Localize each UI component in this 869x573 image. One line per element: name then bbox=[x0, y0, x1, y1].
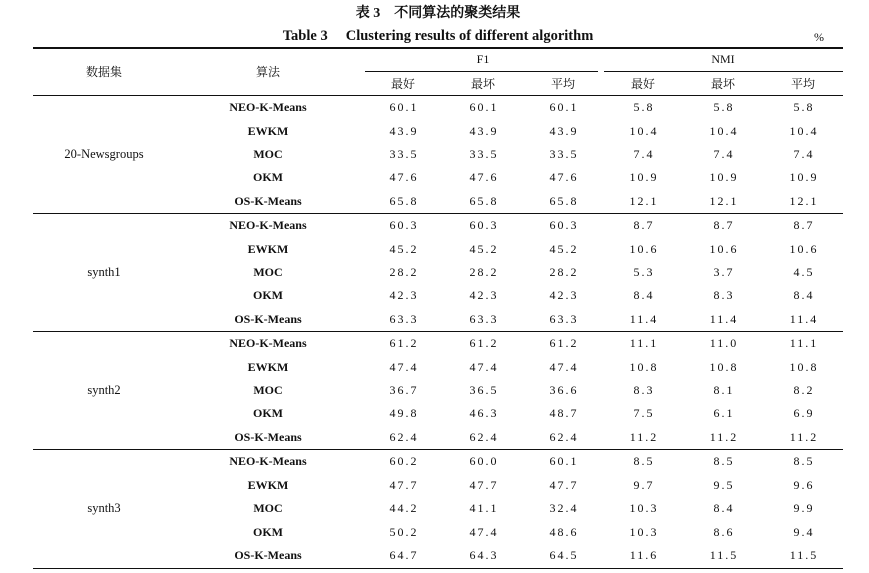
f1-worst-cell: 47.7 bbox=[469, 477, 499, 492]
table-row bbox=[180, 521, 843, 545]
nmi-worst-cell: 8.7 bbox=[713, 218, 735, 233]
nmi-average-cell: 10.9 bbox=[789, 170, 819, 185]
f1-best-cell: 60.1 bbox=[389, 100, 419, 115]
f1-best-cell: 61.2 bbox=[389, 336, 419, 351]
f1-best-cell: 47.7 bbox=[389, 477, 419, 492]
f1-worst-cell: 63.3 bbox=[469, 311, 499, 326]
caption-zh-label: 表 3 bbox=[355, 6, 381, 21]
nmi-worst-cell: 7.4 bbox=[713, 147, 735, 162]
nmi-average-cell: 8.4 bbox=[793, 288, 815, 303]
nmi-worst-cell: 3.7 bbox=[713, 265, 735, 280]
unit-label: % bbox=[814, 30, 824, 44]
nmi-worst-cell: 10.8 bbox=[709, 359, 739, 374]
nmi-best-cell: 5.8 bbox=[633, 100, 655, 115]
nmi-average-cell: 11.4 bbox=[789, 311, 819, 326]
f1-worst-cell: 65.8 bbox=[469, 193, 499, 208]
f1-worst-cell: 43.9 bbox=[469, 123, 499, 138]
nmi-best-cell: 10.6 bbox=[629, 241, 659, 256]
nmi-average-cell: 9.9 bbox=[793, 501, 815, 516]
nmi-average-cell: 11.1 bbox=[789, 336, 819, 351]
f1-average-cell: 28.2 bbox=[549, 265, 579, 280]
table-row bbox=[180, 214, 843, 237]
nmi-average-cell: 8.2 bbox=[793, 383, 815, 398]
f1-worst-cell: 47.4 bbox=[469, 359, 499, 374]
f1-average-cell: 33.5 bbox=[549, 147, 579, 162]
nmi-average-cell: 4.5 bbox=[793, 265, 815, 280]
f1-worst-cell: 64.3 bbox=[469, 548, 499, 563]
f1-average-cell: 60.1 bbox=[549, 454, 579, 469]
nmi-worst-cell: 8.6 bbox=[713, 524, 735, 539]
f1-average-cell: 47.7 bbox=[549, 477, 579, 492]
algorithm-column-header: 算法 bbox=[255, 65, 280, 79]
algorithm-cell: OKM bbox=[253, 524, 283, 539]
table-row bbox=[180, 143, 843, 166]
f1-average-cell: 36.6 bbox=[549, 383, 579, 398]
f1-worst-cell: 47.4 bbox=[469, 524, 499, 539]
f1-best-cell: 49.8 bbox=[389, 406, 419, 421]
table-row bbox=[180, 497, 843, 521]
algorithm-cell: NEO-K-Means bbox=[229, 336, 307, 351]
table-row bbox=[180, 355, 843, 378]
f1-worst-cell: 45.2 bbox=[469, 241, 499, 256]
table-row bbox=[180, 332, 843, 355]
nmi-best-cell: 9.7 bbox=[633, 477, 655, 492]
dataset-name-cell: synth1 bbox=[87, 265, 121, 279]
nmi-worst-cell: 10.6 bbox=[709, 241, 739, 256]
f1-best-cell: 63.3 bbox=[389, 311, 419, 326]
nmi-worst-cell: 10.4 bbox=[709, 123, 739, 138]
table-row bbox=[180, 544, 843, 568]
nmi-average-header: 平均 bbox=[790, 77, 815, 91]
table-row bbox=[180, 308, 843, 331]
f1-best-cell: 60.2 bbox=[389, 454, 419, 469]
algorithm-cell: NEO-K-Means bbox=[229, 100, 307, 115]
algorithm-cell: OKM bbox=[253, 170, 283, 185]
nmi-best-cell: 8.7 bbox=[633, 218, 655, 233]
f1-worst-cell: 60.1 bbox=[469, 100, 499, 115]
algorithm-cell: EWKM bbox=[247, 123, 289, 138]
table-row bbox=[180, 237, 843, 260]
nmi-worst-cell: 9.5 bbox=[713, 477, 735, 492]
f1-average-cell: 60.3 bbox=[549, 218, 579, 233]
dataset-name-cell: synth2 bbox=[87, 383, 121, 397]
nmi-best-cell: 7.4 bbox=[633, 147, 655, 162]
algorithm-cell: OKM bbox=[253, 406, 283, 421]
table-row bbox=[180, 474, 843, 498]
f1-best-cell: 47.4 bbox=[389, 359, 419, 374]
f1-average-cell: 65.8 bbox=[549, 193, 579, 208]
table-row bbox=[180, 261, 843, 284]
algorithm-cell: EWKM bbox=[247, 359, 289, 374]
f1-best-cell: 36.7 bbox=[389, 383, 419, 398]
f1-average-cell: 63.3 bbox=[549, 311, 579, 326]
f1-average-cell: 60.1 bbox=[549, 100, 579, 115]
algorithm-cell: NEO-K-Means bbox=[229, 218, 307, 233]
nmi-group-header: NMI bbox=[711, 52, 735, 66]
nmi-best-cell: 10.3 bbox=[629, 524, 659, 539]
f1-worst-cell: 61.2 bbox=[469, 336, 499, 351]
algorithm-cell: MOC bbox=[253, 265, 283, 280]
f1-best-cell: 65.8 bbox=[389, 193, 419, 208]
f1-best-cell: 47.6 bbox=[389, 170, 419, 185]
nmi-best-cell: 8.3 bbox=[633, 383, 655, 398]
f1-best-header: 最好 bbox=[390, 77, 415, 91]
nmi-best-cell: 8.4 bbox=[633, 288, 655, 303]
nmi-average-cell: 12.1 bbox=[789, 193, 819, 208]
nmi-worst-cell: 8.1 bbox=[713, 383, 735, 398]
nmi-average-cell: 5.8 bbox=[793, 100, 815, 115]
algorithm-cell: MOC bbox=[253, 147, 283, 162]
nmi-worst-cell: 8.3 bbox=[713, 288, 735, 303]
algorithm-cell: OS-K-Means bbox=[234, 429, 302, 444]
f1-average-cell: 32.4 bbox=[549, 501, 579, 516]
nmi-average-cell: 11.5 bbox=[789, 548, 819, 563]
f1-average-header: 平均 bbox=[550, 77, 575, 91]
nmi-best-header: 最好 bbox=[630, 77, 655, 91]
nmi-best-cell: 7.5 bbox=[633, 406, 655, 421]
nmi-worst-header: 最坏 bbox=[710, 77, 735, 91]
dataset-column-header: 数据集 bbox=[85, 65, 122, 79]
nmi-worst-cell: 6.1 bbox=[713, 406, 735, 421]
f1-average-cell: 48.6 bbox=[549, 524, 579, 539]
algorithm-cell: OKM bbox=[253, 288, 283, 303]
f1-average-cell: 47.4 bbox=[549, 359, 579, 374]
nmi-worst-cell: 8.4 bbox=[713, 501, 735, 516]
algorithm-cell: EWKM bbox=[247, 241, 289, 256]
table-row bbox=[180, 379, 843, 402]
nmi-best-cell: 5.3 bbox=[633, 265, 655, 280]
f1-best-cell: 45.2 bbox=[389, 241, 419, 256]
group-rows bbox=[180, 214, 843, 331]
f1-best-cell: 44.2 bbox=[389, 501, 419, 516]
nmi-worst-cell: 10.9 bbox=[709, 170, 739, 185]
nmi-worst-cell: 8.5 bbox=[713, 454, 735, 469]
nmi-worst-cell: 11.4 bbox=[709, 311, 739, 326]
f1-average-cell: 43.9 bbox=[549, 123, 579, 138]
f1-average-cell: 61.2 bbox=[549, 336, 579, 351]
f1-worst-cell: 41.1 bbox=[469, 501, 499, 516]
dataset-name-cell: 20-Newsgroups bbox=[64, 147, 144, 161]
dataset-group bbox=[33, 450, 843, 569]
caption-en-label: Table 3 bbox=[282, 28, 328, 44]
table-row bbox=[180, 284, 843, 307]
nmi-best-cell: 12.1 bbox=[629, 193, 659, 208]
group-rows bbox=[180, 96, 843, 213]
f1-average-cell: 47.6 bbox=[549, 170, 579, 185]
table-body bbox=[33, 96, 843, 569]
algorithm-cell: NEO-K-Means bbox=[229, 454, 307, 469]
f1-best-cell: 62.4 bbox=[389, 429, 419, 444]
dataset-name-cell: synth3 bbox=[87, 501, 121, 516]
nmi-average-cell: 11.2 bbox=[789, 429, 819, 444]
f1-worst-cell: 60.0 bbox=[469, 454, 499, 469]
algorithm-cell: MOC bbox=[253, 383, 283, 398]
nmi-best-cell: 8.5 bbox=[633, 454, 655, 469]
nmi-worst-cell: 11.5 bbox=[709, 548, 739, 563]
nmi-worst-cell: 12.1 bbox=[709, 193, 739, 208]
f1-best-cell: 50.2 bbox=[389, 524, 419, 539]
f1-average-cell: 64.5 bbox=[549, 548, 579, 563]
nmi-average-cell: 10.4 bbox=[789, 123, 819, 138]
nmi-best-cell: 10.3 bbox=[629, 501, 659, 516]
nmi-average-cell: 6.9 bbox=[793, 406, 815, 421]
dataset-group bbox=[33, 332, 843, 450]
nmi-average-cell: 8.7 bbox=[793, 218, 815, 233]
f1-average-cell: 62.4 bbox=[549, 429, 579, 444]
nmi-best-cell: 10.8 bbox=[629, 359, 659, 374]
table-row bbox=[180, 450, 843, 474]
caption-en-title: Clustering results of different algorithm bbox=[345, 28, 594, 44]
f1-worst-cell: 33.5 bbox=[469, 147, 499, 162]
table-row bbox=[180, 119, 843, 142]
dataset-group bbox=[33, 96, 843, 214]
nmi-worst-cell: 11.2 bbox=[709, 429, 739, 444]
f1-best-cell: 43.9 bbox=[389, 123, 419, 138]
f1-worst-cell: 36.5 bbox=[469, 383, 499, 398]
nmi-average-cell: 9.4 bbox=[793, 524, 815, 539]
f1-worst-cell: 60.3 bbox=[469, 218, 499, 233]
nmi-best-cell: 11.2 bbox=[629, 429, 659, 444]
nmi-best-cell: 11.4 bbox=[629, 311, 659, 326]
f1-average-cell: 48.7 bbox=[549, 406, 579, 421]
f1-worst-cell: 62.4 bbox=[469, 429, 499, 444]
group-rows bbox=[180, 332, 843, 449]
f1-best-cell: 42.3 bbox=[389, 288, 419, 303]
f1-worst-cell: 28.2 bbox=[469, 265, 499, 280]
group-rows bbox=[180, 450, 843, 568]
table-caption-chinese bbox=[33, 5, 843, 23]
f1-worst-cell: 42.3 bbox=[469, 288, 499, 303]
algorithm-cell: MOC bbox=[253, 501, 283, 516]
nmi-best-cell: 11.1 bbox=[629, 336, 659, 351]
table-row bbox=[180, 402, 843, 425]
nmi-average-cell: 10.8 bbox=[789, 359, 819, 374]
nmi-worst-cell: 5.8 bbox=[713, 100, 735, 115]
f1-group-header: F1 bbox=[476, 52, 490, 66]
dataset-group bbox=[33, 214, 843, 332]
algorithm-cell: OS-K-Means bbox=[234, 548, 302, 563]
algorithm-cell: OS-K-Means bbox=[234, 193, 302, 208]
nmi-average-cell: 10.6 bbox=[789, 241, 819, 256]
f1-best-cell: 64.7 bbox=[389, 548, 419, 563]
table-row bbox=[180, 96, 843, 119]
table-row bbox=[180, 190, 843, 213]
nmi-worst-cell: 11.0 bbox=[709, 336, 739, 351]
nmi-best-cell: 11.6 bbox=[629, 548, 659, 563]
f1-best-cell: 28.2 bbox=[389, 265, 419, 280]
nmi-average-cell: 8.5 bbox=[793, 454, 815, 469]
table-row bbox=[180, 426, 843, 449]
nmi-average-cell: 7.4 bbox=[793, 147, 815, 162]
table-row bbox=[180, 166, 843, 189]
f1-worst-header: 最坏 bbox=[470, 77, 495, 91]
f1-worst-cell: 47.6 bbox=[469, 170, 499, 185]
f1-worst-cell: 46.3 bbox=[469, 406, 499, 421]
algorithm-cell: EWKM bbox=[247, 477, 289, 492]
nmi-average-cell: 9.6 bbox=[793, 477, 815, 492]
caption-zh-title: 不同算法的聚类结果 bbox=[394, 6, 521, 21]
algorithm-cell: OS-K-Means bbox=[234, 311, 302, 326]
nmi-best-cell: 10.9 bbox=[629, 170, 659, 185]
nmi-best-cell: 10.4 bbox=[629, 123, 659, 138]
f1-average-cell: 45.2 bbox=[549, 241, 579, 256]
f1-best-cell: 60.3 bbox=[389, 218, 419, 233]
f1-average-cell: 42.3 bbox=[549, 288, 579, 303]
f1-best-cell: 33.5 bbox=[389, 147, 419, 162]
table-caption-english bbox=[33, 27, 843, 45]
